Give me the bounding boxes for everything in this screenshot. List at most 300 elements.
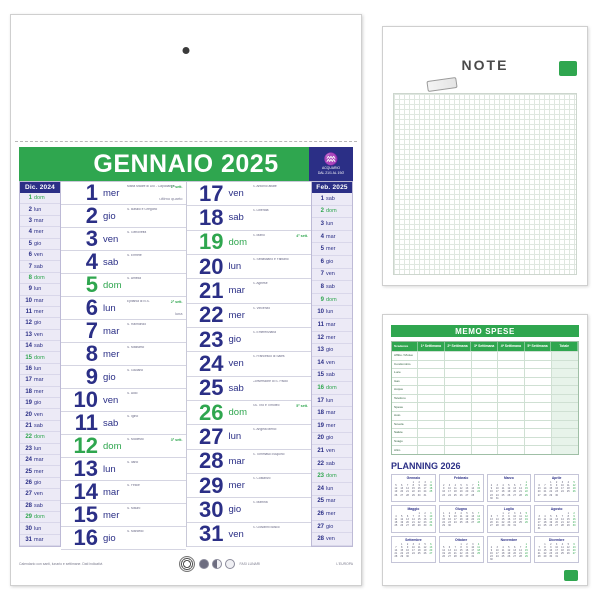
day-row[interactable] (61, 182, 186, 205)
side-day-weekday: mer (326, 422, 336, 429)
day-row[interactable] (61, 458, 186, 481)
planning-month[interactable] (439, 536, 484, 564)
planning-day: 9 (490, 548, 493, 552)
side-day-row (312, 294, 352, 307)
day-weekday: sab (228, 382, 244, 394)
day-saint: S. Igino (127, 415, 139, 418)
side-day-number: 4 (320, 233, 324, 240)
planning-day: 23 (490, 493, 493, 497)
memo-cell[interactable] (498, 369, 525, 377)
memo-cell[interactable] (472, 361, 499, 369)
planning-day: 21 (411, 521, 415, 525)
side-day-number: 7 (28, 263, 32, 270)
planning-day: 12 (423, 545, 427, 549)
side-day-number: 27 (317, 523, 324, 530)
memo-cell[interactable] (525, 429, 552, 437)
day-row[interactable] (61, 274, 186, 297)
planning-day: 20 (400, 490, 404, 494)
planning-day: 7 (472, 484, 474, 488)
planning-day: 5 (395, 484, 397, 488)
planning-day: 14 (519, 487, 522, 491)
planning-day: 23 (448, 521, 451, 525)
side-day-weekday: mar (326, 233, 336, 240)
gear-icon (179, 556, 195, 572)
memo-cell[interactable] (445, 438, 472, 446)
planning-day: 25 (453, 493, 457, 497)
planning-day: 6 (466, 484, 468, 488)
planning-month[interactable] (391, 505, 436, 533)
memo-cell[interactable] (552, 446, 578, 454)
memo-cell[interactable] (552, 378, 578, 386)
planning-day: 23 (549, 551, 553, 555)
memo-cell[interactable] (498, 395, 525, 403)
side-day-weekday: sab (326, 460, 335, 467)
planning-day: 29 (524, 493, 528, 497)
planning-day: 18 (477, 548, 480, 552)
memo-cell[interactable] (472, 421, 499, 429)
memo-cell[interactable] (472, 429, 499, 437)
memo-cell[interactable] (445, 386, 472, 394)
memo-row[interactable] (392, 421, 578, 430)
prev-month-column (19, 181, 61, 547)
memo-cell[interactable] (472, 412, 499, 420)
side-day-number: 20 (317, 435, 324, 442)
perforation-line (15, 141, 357, 142)
memo-cell[interactable] (552, 395, 578, 403)
side-day-weekday: dom (34, 274, 45, 281)
side-day-number: 26 (25, 479, 32, 486)
planning-month-days (536, 512, 577, 531)
moon-label: luna (174, 311, 183, 316)
planning-day: 28 (519, 493, 522, 497)
day-row[interactable] (187, 206, 312, 230)
day-row[interactable] (187, 425, 312, 449)
day-row[interactable] (61, 435, 186, 458)
day-saint: S. Modesto (127, 438, 144, 441)
planning-day: 2 (448, 511, 451, 515)
memo-cell[interactable] (498, 403, 525, 411)
side-day-weekday: mer (34, 468, 44, 475)
calendar-footer (19, 549, 353, 579)
memo-cell[interactable] (525, 386, 552, 394)
planning-day: 2 (406, 542, 409, 546)
memo-cell[interactable] (525, 395, 552, 403)
memo-cell[interactable] (418, 361, 445, 369)
planning-day: 23 (465, 551, 469, 555)
planning-month[interactable] (439, 505, 484, 533)
next-month-column (311, 181, 353, 547)
memo-cell[interactable] (498, 429, 525, 437)
planning-day: 7 (412, 514, 415, 518)
memo-cell[interactable] (472, 446, 499, 454)
side-day-row (312, 433, 352, 446)
memo-cell[interactable] (525, 446, 552, 454)
day-row[interactable] (187, 377, 312, 401)
planning-day: 8 (401, 545, 403, 549)
day-weekday: lun (103, 302, 116, 314)
day-row[interactable] (187, 304, 312, 328)
side-day-number: 25 (25, 468, 32, 475)
side-day-weekday: dom (326, 296, 337, 303)
memo-cell[interactable] (525, 438, 552, 446)
side-day-number: 12 (317, 334, 324, 341)
planning-day: 24 (411, 551, 415, 555)
side-day-row (20, 512, 60, 523)
day-row[interactable] (61, 320, 186, 343)
memo-cell[interactable] (418, 438, 445, 446)
planning-day: 13 (537, 487, 541, 491)
day-row[interactable] (187, 231, 312, 255)
memo-cell[interactable] (418, 403, 445, 411)
planning-day: 15 (566, 518, 570, 521)
day-number: 4 (85, 249, 98, 274)
memo-cell[interactable] (418, 421, 445, 429)
planning-day: 1 (550, 481, 552, 484)
day-row[interactable] (61, 228, 186, 251)
day-row[interactable] (187, 328, 312, 352)
planning-month[interactable] (439, 474, 484, 502)
planning-day: 1 (418, 511, 420, 515)
planning-day: 14 (406, 487, 409, 491)
planning-day: 25 (501, 555, 505, 558)
day-row[interactable] (61, 251, 186, 274)
planning-day: 10 (423, 484, 427, 488)
planning-day: 7 (406, 484, 409, 488)
memo-cell[interactable] (445, 378, 472, 386)
memo-cell[interactable] (525, 361, 552, 369)
planning-day: 24 (453, 521, 457, 525)
planning-day: 10 (555, 545, 558, 549)
day-row[interactable] (187, 255, 312, 279)
day-weekday: ven (103, 233, 119, 245)
memo-cell[interactable] (498, 421, 525, 429)
side-day-row (20, 421, 60, 432)
memo-row[interactable] (392, 438, 578, 447)
memo-cell[interactable] (498, 412, 525, 420)
memo-cell[interactable] (525, 403, 552, 411)
memo-cell[interactable] (498, 446, 525, 454)
memo-cell[interactable] (552, 386, 578, 394)
planning-month[interactable] (534, 474, 579, 502)
planning-month[interactable] (391, 536, 436, 564)
memo-cell[interactable] (552, 361, 578, 369)
memo-cell[interactable] (498, 378, 525, 386)
side-day-number: 2 (320, 208, 324, 215)
planning-day: 28 (543, 493, 547, 497)
day-row[interactable] (187, 279, 312, 303)
planning-day: 13 (429, 545, 433, 549)
memo-cell[interactable] (472, 403, 499, 411)
day-row[interactable] (187, 182, 312, 206)
side-day-row (312, 395, 352, 408)
memo-cell[interactable] (445, 429, 472, 437)
memo-cell[interactable] (525, 352, 552, 360)
week-label: 4ª sett. (296, 233, 308, 238)
moon-label: ultimo quarto (159, 196, 183, 201)
planning-day: 26 (442, 555, 446, 558)
side-day-weekday: ven (326, 536, 335, 543)
day-row[interactable] (61, 205, 186, 228)
day-row[interactable] (187, 498, 312, 522)
memo-cell[interactable] (552, 438, 578, 446)
memo-cell[interactable] (445, 395, 472, 403)
planning-month-name: Dicembre (548, 537, 565, 542)
memo-cell[interactable] (472, 395, 499, 403)
memo-cell[interactable] (445, 361, 472, 369)
planning-day: 9 (573, 514, 575, 518)
memo-cell[interactable] (445, 412, 472, 420)
planning-day: 23 (423, 521, 427, 525)
side-day-row (20, 387, 60, 398)
day-saint: S. Raimondo (127, 323, 147, 326)
planning-day: 9 (448, 514, 451, 518)
day-row[interactable] (61, 527, 186, 550)
planning-day: 28 (561, 524, 564, 528)
planning-day: 25 (417, 551, 421, 555)
memo-cell[interactable] (418, 386, 445, 394)
planning-day: 30 (465, 555, 469, 558)
side-day-weekday: lun (34, 445, 42, 452)
day-row[interactable] (187, 352, 312, 376)
side-day-number: 20 (25, 411, 32, 418)
planning-day: 12 (572, 484, 576, 488)
memo-row[interactable] (392, 429, 578, 438)
planning-day: 17 (448, 490, 451, 494)
day-number: 26 (199, 399, 224, 425)
side-day-number: 9 (320, 296, 324, 303)
side-day-row (20, 535, 60, 546)
memo-cell[interactable] (498, 438, 525, 446)
planning-day: 7 (561, 514, 564, 518)
planning-day: 8 (544, 545, 546, 549)
memo-cell[interactable] (552, 421, 578, 429)
planning-day: 5 (401, 514, 403, 518)
planning-month[interactable] (487, 474, 532, 502)
memo-row[interactable] (392, 412, 578, 421)
planning-day: 17 (453, 518, 457, 521)
side-day-row (312, 231, 352, 244)
side-day-weekday: mar (34, 377, 44, 384)
planning-day: 6 (513, 545, 516, 549)
memo-cell[interactable] (472, 438, 499, 446)
day-number: 23 (199, 326, 224, 352)
day-row[interactable] (61, 504, 186, 527)
memo-cell[interactable] (498, 352, 525, 360)
day-row[interactable] (187, 523, 312, 547)
memo-cell[interactable] (525, 412, 552, 420)
side-day-weekday: sab (326, 284, 335, 291)
side-day-weekday: dom (326, 384, 337, 391)
planning-day: 4 (454, 484, 456, 488)
day-number: 2 (85, 203, 98, 228)
planning-day: 18 (501, 551, 505, 555)
memo-row[interactable] (392, 403, 578, 412)
memo-row[interactable] (392, 378, 578, 387)
side-day-number: 14 (317, 359, 324, 366)
planning-day: 7 (544, 484, 546, 488)
memo-cell[interactable] (445, 446, 472, 454)
planning-month[interactable] (487, 505, 532, 533)
memo-cell[interactable] (552, 369, 578, 377)
planning-day: 13 (471, 514, 475, 518)
planning-day: 8 (412, 484, 415, 488)
planning-day: 16 (448, 518, 451, 521)
memo-cell[interactable] (498, 361, 525, 369)
memo-cell[interactable] (525, 369, 552, 377)
side-day-row (20, 409, 60, 420)
planning-day: 3 (454, 511, 456, 515)
planning-day: 10 (495, 487, 499, 491)
planning-day: 22 (400, 551, 404, 555)
day-number: 12 (73, 433, 98, 458)
planning-day: 1 (442, 511, 445, 515)
memo-cell[interactable] (472, 378, 499, 386)
day-row[interactable] (61, 389, 186, 412)
day-row[interactable] (61, 343, 186, 366)
planning-day: 19 (465, 518, 469, 521)
planning-month[interactable] (487, 536, 532, 564)
memo-cell[interactable] (552, 412, 578, 420)
memo-row[interactable] (392, 395, 578, 404)
planning-day: 18 (394, 521, 398, 525)
memo-cell[interactable] (418, 378, 445, 386)
memo-cell[interactable] (445, 369, 472, 377)
side-day-row (20, 318, 60, 329)
side-day-number: 31 (25, 536, 32, 543)
planning-day: 10 (471, 545, 475, 549)
memo-cell[interactable] (552, 403, 578, 411)
memo-cell[interactable] (418, 395, 445, 403)
zodiac-aquarius (309, 147, 353, 181)
side-day-row (20, 193, 60, 204)
memo-row[interactable] (392, 386, 578, 395)
planning-month-days (393, 543, 434, 559)
day-weekday: lun (228, 261, 242, 273)
note-grid-area (393, 93, 577, 275)
memo-cell[interactable] (498, 386, 525, 394)
planning-day: 15 (417, 518, 421, 521)
planning-day: 16 (572, 518, 576, 521)
planning-month[interactable] (391, 474, 436, 502)
side-day-row (20, 444, 60, 455)
planning-month[interactable] (534, 536, 579, 564)
side-day-row (312, 470, 352, 483)
planning-day: 23 (507, 521, 511, 525)
day-saint: S. Giovanni Bosco (252, 525, 280, 529)
memo-cell[interactable] (445, 352, 472, 360)
side-day-weekday: sab (34, 263, 43, 270)
memo-cell[interactable] (472, 352, 499, 360)
day-row[interactable] (187, 474, 312, 498)
side-day-weekday: sab (34, 343, 43, 350)
planning-day: 10 (513, 514, 517, 518)
memo-cell[interactable] (472, 369, 499, 377)
planning-day: 18 (543, 521, 547, 525)
side-day-number: 11 (25, 309, 32, 316)
planning-day: 2 (490, 484, 493, 488)
side-day-row (312, 206, 352, 219)
side-day-row (312, 533, 352, 546)
planning-day: 4 (561, 542, 564, 546)
planning-day: 2 (442, 484, 445, 488)
memo-cell[interactable] (418, 352, 445, 360)
planning-day: 24 (429, 521, 433, 525)
planning-day: 5 (508, 545, 510, 549)
side-day-row (312, 243, 352, 256)
planning-day: 2 (418, 481, 420, 484)
memo-cell[interactable] (445, 421, 472, 429)
side-day-weekday: lun (34, 366, 42, 373)
day-row[interactable] (61, 297, 186, 320)
planning-day: 11 (561, 545, 564, 549)
planning-day: 19 (507, 551, 511, 555)
side-day-weekday: dom (326, 208, 337, 215)
memo-row[interactable] (392, 446, 578, 454)
memo-cell[interactable] (552, 429, 578, 437)
footer-right-note: L'EUROPA (336, 561, 353, 566)
memo-row[interactable] (392, 352, 578, 361)
memo-header-cell: 4ª Settimana (498, 342, 525, 351)
planning-day: 14 (471, 487, 475, 491)
memo-cell[interactable] (552, 352, 578, 360)
side-day-number: 2 (28, 206, 32, 213)
planning-day: 7 (519, 545, 522, 549)
planning-day: 29 (459, 555, 463, 558)
memo-cell[interactable] (472, 386, 499, 394)
day-row[interactable] (61, 481, 186, 504)
planning-day: 4 (395, 514, 397, 518)
memo-cell[interactable] (525, 378, 552, 386)
planning-day: 5 (508, 484, 510, 488)
side-day-weekday: mer (326, 246, 336, 253)
day-saint: S. Angela Merici (252, 428, 277, 432)
planning-day: 2 (555, 481, 558, 484)
memo-brand-logo-icon (564, 570, 578, 581)
planning-day: 2 (550, 542, 552, 546)
day-weekday: lun (228, 431, 242, 443)
planning-month[interactable] (534, 505, 579, 533)
planning-day: 21 (453, 551, 457, 555)
memo-cell[interactable] (445, 403, 472, 411)
week-label: 3ª sett. (170, 438, 183, 442)
memo-sheet (382, 314, 588, 586)
memo-cell[interactable] (418, 446, 445, 454)
day-row[interactable] (61, 412, 186, 435)
day-saint: S. Emerenziana (252, 330, 276, 334)
memo-cell[interactable] (525, 421, 552, 429)
memo-row[interactable] (392, 361, 578, 370)
side-day-number: 6 (320, 258, 324, 265)
next-month-list (312, 193, 352, 546)
day-row[interactable] (61, 366, 186, 389)
planning-day: 14 (561, 518, 564, 521)
memo-row[interactable] (392, 369, 578, 378)
memo-header-cell: 3ª Settimana (471, 342, 498, 351)
day-row[interactable] (187, 450, 312, 474)
side-day-number: 23 (317, 473, 324, 480)
memo-cell[interactable] (418, 369, 445, 377)
memo-row-label: Auto (392, 412, 418, 420)
day-number: 8 (85, 341, 98, 366)
memo-cell[interactable] (418, 429, 445, 437)
planning-day: 25 (566, 490, 570, 494)
day-row[interactable] (187, 401, 312, 425)
memo-cell[interactable] (418, 412, 445, 420)
day-weekday: dom (103, 440, 122, 452)
planning-day: 19 (400, 521, 404, 525)
planning-day: 5 (466, 511, 468, 515)
planning-day: 1 (460, 542, 462, 546)
